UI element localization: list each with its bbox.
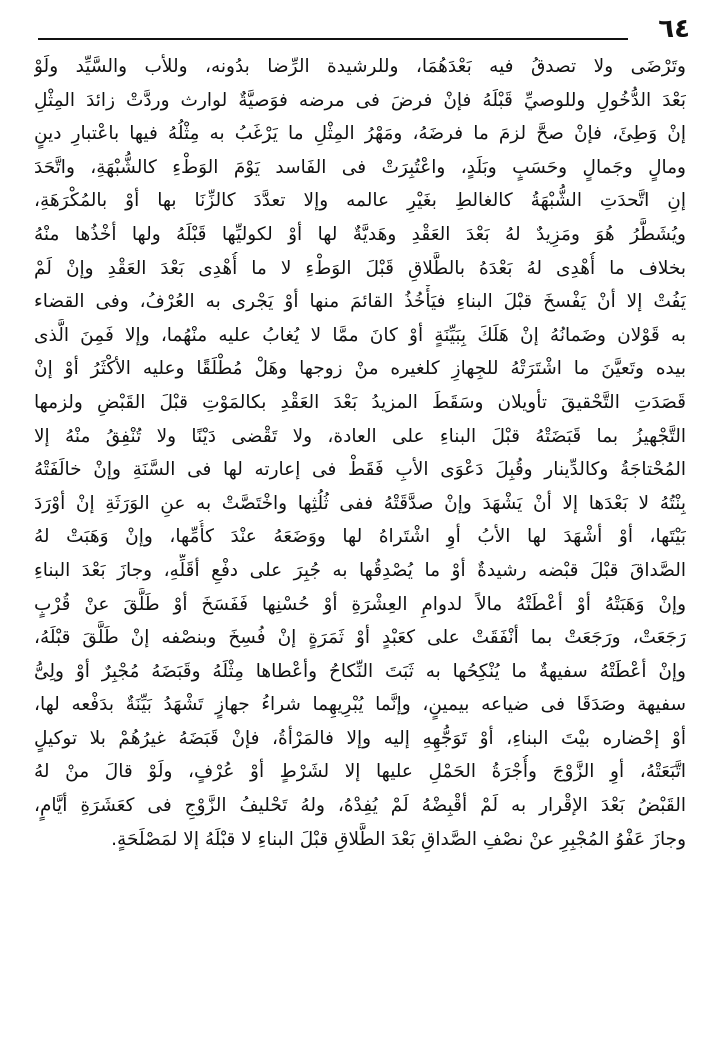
- text-line: وإنْ وَهَبَتْهُ أوْ أعْطَتْهُ مالاً لدوامِ العِشْرَةِ أوْ حُسْنِها فَفَسَخَ أوْ طَلَّقَ عنْ قُرْبٍ: [34, 593, 686, 615]
- text-line: سفيهة وصَدَقَا فى ضياعه بيمينٍ، وإنَّما يُبْرِيهِما شراءُ جهازٍ تَشْهَدُ بَيِّنَةٌ بدَفْعه لها،: [34, 694, 686, 716]
- text-line: أوْ إحْضاره بيْتَ البناءِ، أوْ تَوَجُّهِهِ إليه وإلا فالمَرْأةُ، فإنْ قَبَضَهُ غيرُهُمْ بلا توكيلٍ: [34, 727, 686, 749]
- text-line: بَعْدَ الدُّخُولِ وللوصيِّ قَبْلَهُ فإنْ فرضَ فى مرضه فوَصيَّةٌ لوارث وردَّتْ زائدَ المِثْلِ: [34, 89, 686, 111]
- text-line: ومالٍ وجَمالٍ وحَسَبٍ وبَلَدٍ، واعْتُبِرَتْ فى الفَاسد يَوْمَ الوَطْءِ كالشُّبْهَةِ، واتَّحَدَ: [34, 156, 686, 178]
- text-line: بخلاف ما أُهْدِى لهُ بَعْدَهُ بالطَّلاقِ قَبْلَ الوَطْءِ لا ما أُهْدِى بَعْدَ العَقْدِ وإنْ لَمْ: [34, 257, 686, 279]
- text-line: به قَوْلان وضَمانُهُ إنْ هَلَكَ بِبَيِّنَةٍ أوْ كانَ ممَّا لا يُغابُ عليه منْهُما، وإلا فَمِنَ الَّذى: [34, 324, 686, 346]
- text-line: المُحْتاجَةُ وكالدِّينار وقُبِلَ دَعْوَى الأبِ فَقَطْ فى إعارته لها فى السَّنَةِ وإنْ خالَفَتْهُ: [34, 459, 686, 481]
- text-line: اتَّبَعَتْهُ، أوِ الزَّوْجَ وأُجْرَةُ الحَمْلِ عليها إلا لشَرْطٍ أوْ عُرْفٍ، ولَوْ قالَ منْ لهُ: [34, 761, 686, 783]
- text-line: قَصَدَتِ التَّحْقيقَ تأويلان وسَقَطَ المزيدُ بَعْدَ العَقْدِ بكالمَوْتِ قبْلَ القَبْضِ ولزمها: [34, 391, 686, 413]
- text-line: وتَرْضَى ولا تصدقُ فيه بَعْدَهُمَا، وللرشيدة الرِّضا بدُونه، وللأب والسَّيِّد ولَوْ: [34, 56, 686, 77]
- text-line: التَّجْهيزُ بما قَبَضَتْهُ قبْلَ البناءِ على العادة، ولا تَقْضى دَيْنًا ولا تُنْفِقُ منْهُ إلا: [34, 425, 686, 447]
- text-line: القَبْضُ بَعْدَ الإقْرار به لَمْ أقْبِضْهُ لَمْ يُفِدْهُ، ولهُ تَحْليفُ الزَّوْجِ فى كعَشَرَةِ أيَّامٍ،: [34, 795, 686, 817]
- header-rule: [38, 38, 628, 40]
- page-body-text: [34, 50, 686, 856]
- text-line: الصَّداقَ قبْلَ قبْضه رشيدةٌ أوْ ما يُصْدِقُها به جُبِرَ على دفْعِ أقَلِّهِ، وجازَ بَعْدَ البناءِ: [34, 559, 686, 581]
- page-number: ٦٤: [658, 14, 690, 44]
- text-line: وإنْ أعْطَتْهُ سفيهةٌ ما يُنْكِحُها به ثَبَتَ النِّكاحُ وأعْطاها مِثْلَهُ وقَبَضَهُ مُجْبِرٌ أوْ ولِىُّ: [34, 660, 686, 682]
- text-line: بَيْتَها، أوْ أشْهَدَ لها الأبُ أوِ اشْتَراهُ لها ووَضَعَهُ عنْدَ كأُمِّها، وإنْ وَهَبَتْ لهُ: [34, 526, 686, 548]
- text-line: يَفُتْ إلا أنْ يَفْسخَ قبْلَ البناءِ فيَأْخُذُ القائمَ منها أوْ يَجْرى به العُرْفُ، وفى القضاء: [34, 291, 686, 313]
- text-line: إنِ اتَّحدَتِ الشُّبْهَةُ كالغالطِ بغَيْرِ عالمه وإلا تعدَّدَ كالزِّنَا بها أوْ بالمُكْرَهَةِ،: [34, 190, 686, 212]
- text-line: بيده وتَعيَّنَ ما اشْتَرَتْهُ للجِهازِ كلغيره منْ زوجها وهَلْ مُطْلَقًا وعليه الأكْثَرُ أوْ إنْ: [34, 358, 686, 380]
- text-line: وجازَ عَفْوُ المُجْبِرِ عنْ نصْفِ الصَّداقِ بَعْدَ الطَّلاقِ قبْلَ البناءِ لا قبْلَهُ إلا لمَصْلَحَةٍ.: [111, 828, 686, 850]
- text-line: بِنْتُهُ لا بَعْدَها إلا أنْ يَشْهَدَ وإنْ صدَّقَتْهُ ففى ثُلُثِها واخْتَصَّتْ به عنِ الوَرَثَةِ إنْ أوْرَدَ: [34, 492, 686, 514]
- text-line: ويُشَطَّرُ هُوَ ومَزِيدٌ لهُ بَعْدَ العَقْدِ وهَديَّةٌ لها أوْ لكوليِّها قَبْلَهُ ولها أخْذُها منْهُ: [34, 223, 686, 245]
- text-line: رَجَعَتْ، ورَجَعَتْ بما أنْفَقَتْ على كعَبْدٍ أوْ ثَمَرَةٍ إنْ فُسِخَ وبنصْفه إنْ طَلَّقَ قبْلَهُ،: [34, 627, 686, 649]
- text-line: إنْ وَطِئَ، فإنْ صحَّ لزمَ ما فرضَهُ، ومَهْرُ المِثْلِ ما يَرْغَبُ به مِثْلُهُ فيها باعْتبارِ دينٍ: [34, 123, 686, 145]
